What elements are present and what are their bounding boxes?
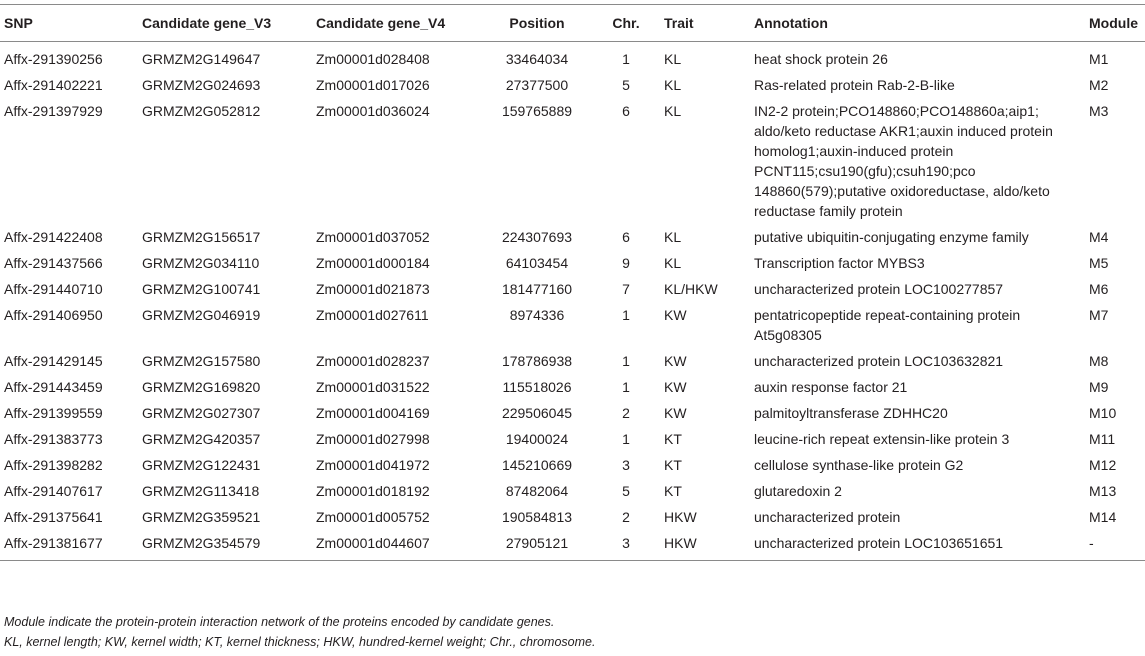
cell-trait: HKW bbox=[664, 535, 697, 551]
table-row bbox=[0, 503, 1145, 529]
header-candidate-gene-v3: Candidate gene_V3 bbox=[142, 15, 272, 31]
cell-gene-v4: Zm00001d027611 bbox=[316, 307, 429, 323]
cell-gene-v3: GRMZM2G052812 bbox=[142, 103, 261, 119]
cell-position: 115518026 bbox=[502, 379, 572, 395]
cell-module: M9 bbox=[1089, 379, 1109, 395]
cell-chr: 2 bbox=[622, 405, 630, 421]
cell-annotation: uncharacterized protein LOC100277857 bbox=[754, 281, 1004, 297]
cell-gene-v3: GRMZM2G157580 bbox=[142, 353, 261, 369]
cell-trait: KW bbox=[664, 379, 687, 395]
table-header bbox=[0, 5, 1145, 42]
cell-snp: Affx-291402221 bbox=[4, 77, 103, 93]
cell-position: 181477160 bbox=[501, 281, 573, 297]
cell-annotation: palmitoyltransferase ZDHHC20 bbox=[754, 405, 948, 421]
cell-annotation: Ras-related protein Rab-2-B-like bbox=[754, 77, 955, 93]
cell-module: M14 bbox=[1089, 509, 1117, 525]
cell-gene-v3: GRMZM2G034110 bbox=[142, 255, 260, 271]
cell-module: M10 bbox=[1089, 405, 1117, 421]
cell-annotation: uncharacterized protein LOC103632821 bbox=[754, 353, 1004, 369]
cell-annotation: putative ubiquitin-conjugating enzyme family bbox=[754, 229, 1029, 245]
cell-trait: KL bbox=[664, 103, 682, 119]
cell-position: 87482064 bbox=[505, 483, 569, 499]
table-row bbox=[0, 42, 1145, 72]
cell-annotation: leucine-rich repeat extensin-like protein 3 bbox=[754, 431, 1010, 447]
cell-gene-v3: GRMZM2G420357 bbox=[142, 431, 261, 447]
cell-gene-v3: GRMZM2G122431 bbox=[142, 457, 261, 473]
cell-annotation: pentatricopeptide repeat-containing protein At5g08305 bbox=[754, 307, 1021, 343]
cell-trait: KW bbox=[664, 307, 687, 323]
cell-chr: 1 bbox=[622, 431, 630, 447]
cell-position: 27377500 bbox=[505, 77, 569, 93]
table-row bbox=[0, 451, 1145, 477]
header-module: Module bbox=[1089, 15, 1138, 31]
cell-annotation: uncharacterized protein bbox=[754, 509, 901, 525]
cell-gene-v3: GRMZM2G359521 bbox=[142, 509, 261, 525]
cell-gene-v4: Zm00001d044607 bbox=[316, 535, 430, 551]
cell-trait: KT bbox=[664, 483, 682, 499]
cell-module: M12 bbox=[1089, 457, 1117, 473]
cell-trait: KT bbox=[664, 457, 682, 473]
cell-gene-v4: Zm00001d041972 bbox=[316, 457, 430, 473]
cell-position: 224307693 bbox=[501, 229, 573, 245]
cell-gene-v3: GRMZM2G046919 bbox=[142, 307, 261, 323]
cell-module: M1 bbox=[1089, 51, 1109, 67]
cell-trait: KL bbox=[664, 229, 682, 245]
table-row bbox=[0, 249, 1145, 275]
cell-gene-v3: GRMZM2G149647 bbox=[142, 51, 261, 67]
cell-gene-v3: GRMZM2G027307 bbox=[142, 405, 261, 421]
cell-trait: HKW bbox=[664, 509, 697, 525]
cell-trait: KL bbox=[664, 51, 682, 67]
cell-gene-v4: Zm00001d004169 bbox=[316, 405, 430, 421]
cell-position: 178786938 bbox=[501, 353, 573, 369]
cell-position: 229506045 bbox=[501, 405, 573, 421]
table-body bbox=[0, 42, 1145, 561]
table-row bbox=[0, 373, 1145, 399]
cell-snp: Affx-291375641 bbox=[4, 509, 103, 525]
cell-chr: 6 bbox=[622, 229, 630, 245]
table-row bbox=[0, 399, 1145, 425]
header-trait: Trait bbox=[664, 15, 694, 31]
footnote-abbreviations: KL, kernel length; KW, kernel width; KT, kernel thickness; HKW, hundred-kernel weight; Chr., chromosome. bbox=[4, 635, 596, 649]
cell-chr: 7 bbox=[622, 281, 630, 297]
cell-annotation: uncharacterized protein LOC103651651 bbox=[754, 535, 1004, 551]
table-row bbox=[0, 97, 1145, 223]
cell-snp: Affx-291429145 bbox=[4, 353, 103, 369]
cell-module: - bbox=[1089, 535, 1094, 551]
cell-module: M11 bbox=[1089, 431, 1116, 447]
table-row bbox=[0, 477, 1145, 503]
cell-gene-v4: Zm00001d017026 bbox=[316, 77, 430, 93]
cell-snp: Affx-291437566 bbox=[4, 255, 103, 271]
cell-gene-v3: GRMZM2G113418 bbox=[142, 483, 260, 499]
cell-gene-v4: Zm00001d005752 bbox=[316, 509, 430, 525]
table-footnotes bbox=[4, 612, 595, 652]
cell-chr: 5 bbox=[622, 483, 630, 499]
table-row bbox=[0, 347, 1145, 373]
cell-position: 64103454 bbox=[505, 255, 569, 271]
cell-module: M2 bbox=[1089, 77, 1109, 93]
cell-trait: KW bbox=[664, 353, 687, 369]
cell-trait: KT bbox=[664, 431, 682, 447]
header-annotation: Annotation bbox=[754, 15, 828, 31]
cell-gene-v4: Zm00001d036024 bbox=[316, 103, 430, 119]
cell-module: M4 bbox=[1089, 229, 1109, 245]
cell-trait: KW bbox=[664, 405, 687, 421]
cell-chr: 3 bbox=[622, 457, 630, 473]
table-row bbox=[0, 71, 1145, 97]
cell-gene-v4: Zm00001d028408 bbox=[316, 51, 430, 67]
cell-module: M5 bbox=[1089, 255, 1109, 271]
table-row bbox=[0, 529, 1145, 561]
table-row bbox=[0, 301, 1145, 347]
cell-chr: 1 bbox=[622, 307, 630, 323]
cell-trait: KL bbox=[664, 77, 682, 93]
cell-chr: 5 bbox=[622, 77, 630, 93]
cell-module: M3 bbox=[1089, 103, 1109, 119]
cell-trait: KL bbox=[664, 255, 682, 271]
cell-annotation: heat shock protein 26 bbox=[754, 51, 888, 67]
cell-annotation: Transcription factor MYBS3 bbox=[754, 255, 925, 271]
cell-snp: Affx-291397929 bbox=[4, 103, 103, 119]
cell-snp: Affx-291390256 bbox=[4, 51, 103, 67]
cell-snp: Affx-291406950 bbox=[4, 307, 103, 323]
cell-position: 159765889 bbox=[501, 103, 573, 119]
cell-snp: Affx-291407617 bbox=[4, 483, 103, 499]
cell-position: 33464034 bbox=[505, 51, 569, 67]
footnote-module: Module indicate the protein-protein interaction network of the proteins encoded by candidate genes. bbox=[4, 615, 555, 629]
candidate-gene-table bbox=[0, 4, 1145, 561]
cell-gene-v4: Zm00001d021873 bbox=[316, 281, 430, 297]
cell-snp: Affx-291383773 bbox=[4, 431, 103, 447]
cell-chr: 2 bbox=[622, 509, 630, 525]
header-chr: Chr. bbox=[612, 15, 640, 31]
cell-annotation: glutaredoxin 2 bbox=[754, 483, 842, 499]
header-snp: SNP bbox=[4, 15, 33, 31]
cell-gene-v4: Zm00001d027998 bbox=[316, 431, 430, 447]
cell-gene-v4: Zm00001d031522 bbox=[316, 379, 430, 395]
cell-chr: 6 bbox=[622, 103, 630, 119]
cell-chr: 1 bbox=[622, 353, 630, 369]
cell-chr: 9 bbox=[622, 255, 630, 271]
cell-snp: Affx-291399559 bbox=[4, 405, 103, 421]
cell-chr: 3 bbox=[622, 535, 630, 551]
cell-snp: Affx-291398282 bbox=[4, 457, 103, 473]
cell-position: 27905121 bbox=[505, 535, 569, 551]
cell-gene-v4: Zm00001d018192 bbox=[316, 483, 430, 499]
cell-gene-v4: Zm00001d000184 bbox=[316, 255, 430, 271]
cell-trait: KL/HKW bbox=[664, 281, 718, 297]
table-row bbox=[0, 223, 1145, 249]
header-position: Position bbox=[509, 15, 565, 31]
header-candidate-gene-v4: Candidate gene_V4 bbox=[316, 15, 446, 31]
cell-annotation: cellulose synthase-like protein G2 bbox=[754, 457, 964, 473]
cell-snp: Affx-291422408 bbox=[4, 229, 103, 245]
table-row bbox=[0, 425, 1145, 451]
cell-gene-v4: Zm00001d028237 bbox=[316, 353, 430, 369]
cell-module: M7 bbox=[1089, 307, 1109, 323]
cell-snp: Affx-291381677 bbox=[4, 535, 103, 551]
cell-position: 145210669 bbox=[501, 457, 573, 473]
cell-gene-v3: GRMZM2G100741 bbox=[142, 281, 261, 297]
cell-position: 8974336 bbox=[509, 307, 565, 323]
cell-module: M13 bbox=[1089, 483, 1117, 499]
cell-gene-v3: GRMZM2G169820 bbox=[142, 379, 261, 395]
table-row bbox=[0, 275, 1145, 301]
cell-annotation: auxin response factor 21 bbox=[754, 379, 908, 395]
cell-module: M6 bbox=[1089, 281, 1109, 297]
cell-position: 19400024 bbox=[505, 431, 569, 447]
cell-gene-v3: GRMZM2G024693 bbox=[142, 77, 261, 93]
cell-gene-v3: GRMZM2G156517 bbox=[142, 229, 261, 245]
cell-annotation: IN2-2 protein;PCO148860;PCO148860a;aip1; aldo/keto reductase AKR1;auxin induced protein homolog1;auxin-induced protein PCNT115;csu190(gfu);csuh190;pco 148860(579);putative oxidoreductase, aldo/keto reductase family protein bbox=[754, 103, 1053, 219]
cell-chr: 1 bbox=[622, 51, 630, 67]
cell-gene-v4: Zm00001d037052 bbox=[316, 229, 430, 245]
cell-chr: 1 bbox=[622, 379, 630, 395]
cell-snp: Affx-291440710 bbox=[4, 281, 103, 297]
cell-snp: Affx-291443459 bbox=[4, 379, 103, 395]
cell-gene-v3: GRMZM2G354579 bbox=[142, 535, 261, 551]
cell-position: 190584813 bbox=[501, 509, 573, 525]
cell-module: M8 bbox=[1089, 353, 1109, 369]
